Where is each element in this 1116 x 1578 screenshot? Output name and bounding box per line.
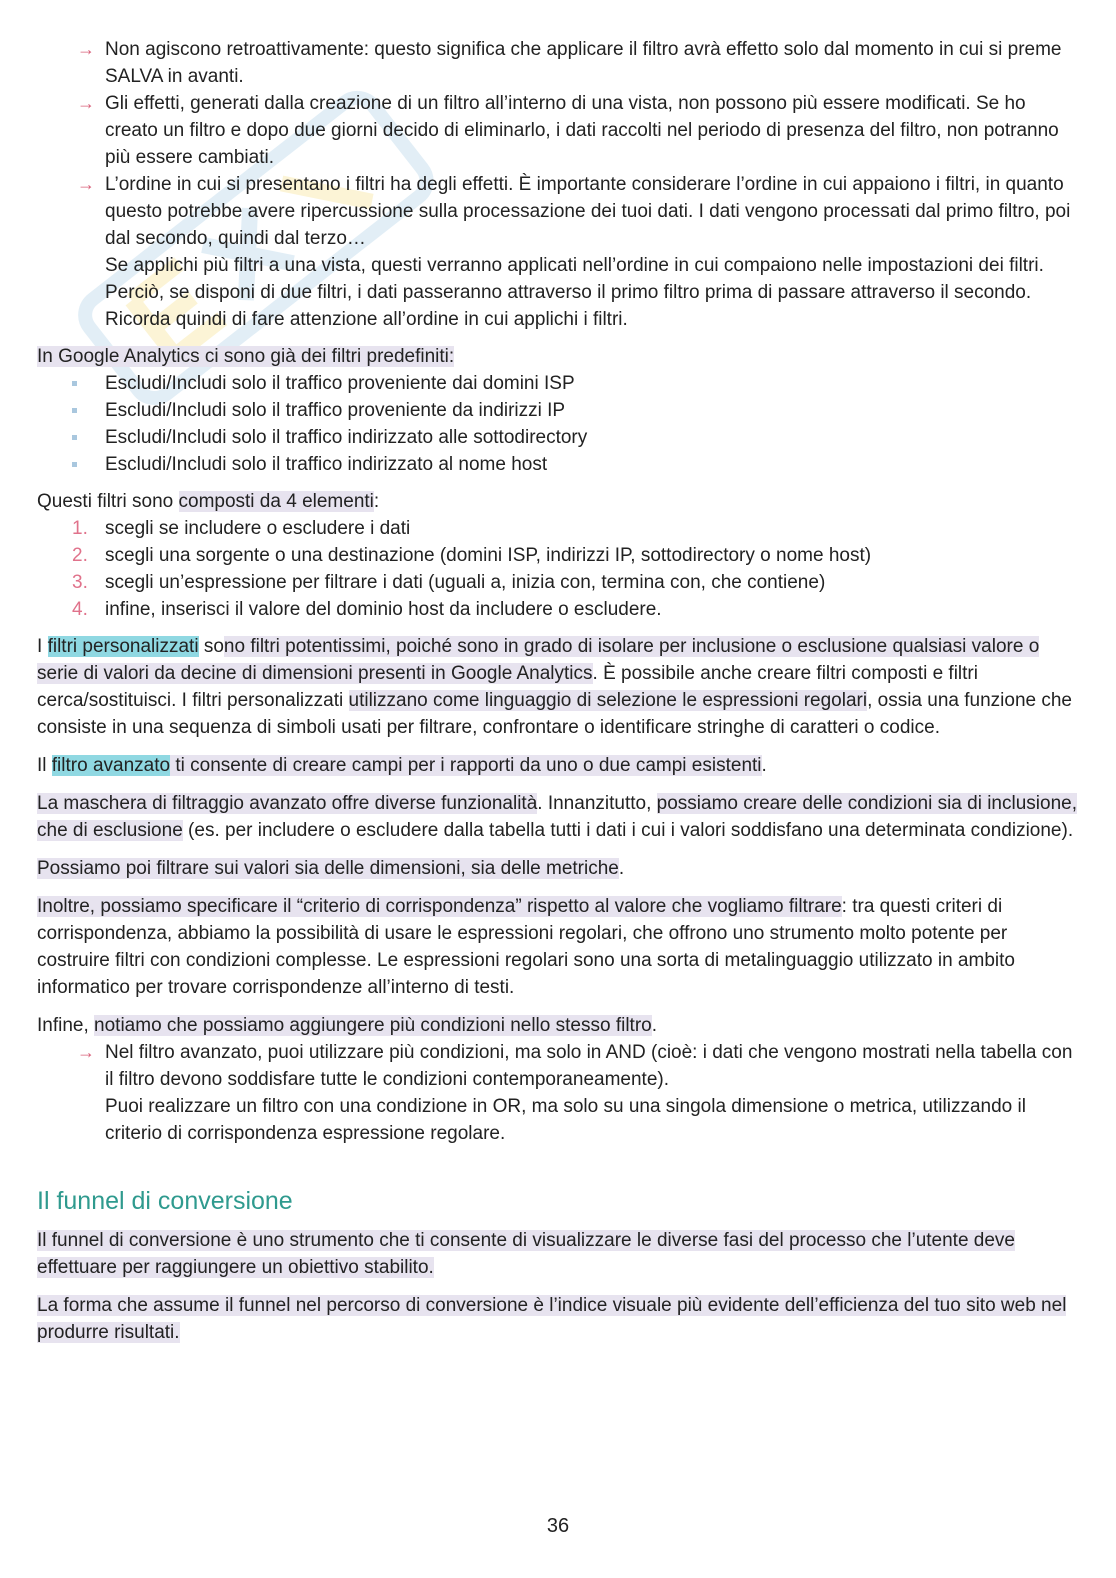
paragraph-filtro-avanzato: Il filtro avanzato ti consente di creare campi per i rapporti da uno o due campi esistenti. bbox=[37, 755, 767, 776]
bullet-icon bbox=[72, 462, 77, 467]
paragraph-funnel-2: La forma che assume il funnel nel percorso di conversione è l’indice visuale più evidente dell’efficienza del tuo sito web nel produrre risultati. bbox=[37, 1295, 1067, 1343]
numbered-list-elementi bbox=[37, 515, 1077, 623]
bullet-icon bbox=[72, 408, 77, 413]
list-item: Escludi/Includi solo il traffico proveniente dai domini ISP bbox=[105, 370, 1077, 397]
list-item: → Nel filtro avanzato, puoi utilizzare più condizioni, ma solo in AND (cioè: i dati che vengono mostrati nella tabella con il filtro devono soddisfare tutte le condizioni contemporaneamente). Puoi realizzare un filtro con una condizione in OR, ma solo su una singola dimensione o metrica, utilizzando il criterio di corrispondenza espressione regolare. bbox=[105, 1039, 1077, 1147]
paragraph-possiamo: Possiamo poi filtrare sui valori sia delle dimensioni, sia delle metriche. bbox=[37, 858, 625, 879]
arrow-icon: → bbox=[77, 93, 95, 113]
arrow-icon: → bbox=[77, 174, 95, 194]
arrow-list-top bbox=[37, 36, 1077, 333]
paragraph-composti: Questi filtri sono composti da 4 elementi: bbox=[37, 491, 380, 512]
arrow-icon: → bbox=[77, 39, 95, 59]
list-item: Escludi/Includi solo il traffico indirizzato al nome host bbox=[105, 451, 1077, 478]
arrow-icon: → bbox=[77, 1042, 95, 1062]
document-page bbox=[37, 36, 1077, 1346]
paragraph-filtri-personalizzati: I filtri personalizzati sono filtri potentissimi, poiché sono in grado di isolare per inclusione o esclusione qualsiasi valore o serie di valori da decine di dimensioni presenti in Google Analytics. È possibile anche creare filtri composti e filtri cerca/sostituisci. I filtri personalizzati utilizzano come linguaggio di selezione le espressioni regolari, ossia una funzione che consiste in una sequenza di simboli usati per filtrare, confrontare o identificare stringhe di caratteri o codice. bbox=[37, 636, 1072, 738]
list-item: → Gli effetti, generati dalla creazione di un filtro all’interno di una vista, non possono più essere modificati. Se ho creato un filtro e dopo due giorni decido di eliminarlo, i dati raccolti nel periodo di presenza del filtro, non potranno più essere cambiati. bbox=[105, 90, 1077, 171]
list-item: 2. scegli una sorgente o una destinazione (domini ISP, indirizzi IP, sottodirectory o nome host) bbox=[72, 545, 872, 566]
list-item: Escludi/Includi solo il traffico proveniente da indirizzi IP bbox=[105, 397, 1077, 424]
bullet-icon bbox=[72, 381, 77, 386]
list-item: → L’ordine in cui si presentano i filtri ha degli effetti. È importante considerare l’ordine in cui appaiono i filtri, in quanto questo potrebbe avere ripercussione sulla processazione dei tuoi dati. I dati vengono processati dal primo filtro, poi dal secondo, quindi dal terzo… Se applichi più filtri a una vista, questi verranno applicati nell’ordine in cui compaiono nelle impostazioni dei filtri. Perciò, se disponi di due filtri, i dati passeranno attraverso il primo filtro prima di passare attraverso il secondo. Ricorda quindi di fare attenzione all’ordine in cui applichi i filtri. bbox=[105, 171, 1077, 333]
arrow-list-bottom bbox=[37, 1039, 1077, 1147]
list-item: 4. infine, inserisci il valore del dominio host da includere o escludere. bbox=[72, 599, 662, 620]
bullet-icon bbox=[72, 435, 77, 440]
list-item: 1. scegli se includere o escludere i dati bbox=[72, 518, 411, 539]
paragraph-predefiniti: In Google Analytics ci sono già dei filtri predefiniti: bbox=[37, 346, 455, 367]
section-heading: Il funnel di conversione bbox=[37, 1187, 293, 1215]
paragraph-maschera: La maschera di filtraggio avanzato offre diverse funzionalità. Innanzitutto, possiamo creare delle condizioni sia di inclusione, che di esclusione (es. per includere o escludere dalla tabella tutti i dati i cui i valori soddisfano una determinata condizione). bbox=[37, 793, 1077, 841]
paragraph-inoltre: Inoltre, possiamo specificare il “criterio di corrispondenza” rispetto al valore che vogliamo filtrare: tra questi criteri di corrispondenza, abbiamo la possibilità di usare le espressioni regolari, che offrono uno strumento molto potente per costruire filtri con condizioni complesse. Le espressioni regolari sono una sorta di metalinguaggio utilizzato in ambito informatico per trovare corrispondenze all’interno di testi. bbox=[37, 896, 1015, 998]
page-number: 36 bbox=[546, 1515, 570, 1537]
list-item: → Non agiscono retroattivamente: questo significa che applicare il filtro avrà effetto solo dal momento in cui si preme SALVA in avanti. bbox=[105, 36, 1077, 90]
list-item: 3. scegli un’espressione per filtrare i dati (uguali a, inizia con, termina con, che contiene) bbox=[72, 572, 826, 593]
paragraph-funnel-1: Il funnel di conversione è uno strumento che ti consente di visualizzare le diverse fasi del processo che l’utente deve effettuare per raggiungere un obiettivo stabilito. bbox=[37, 1230, 1015, 1278]
list-item: Escludi/Includi solo il traffico indirizzato alle sottodirectory bbox=[105, 424, 1077, 451]
bullet-list-predefiniti bbox=[37, 370, 1077, 478]
paragraph-infine: Infine, notiamo che possiamo aggiungere più condizioni nello stesso filtro. bbox=[37, 1015, 657, 1036]
